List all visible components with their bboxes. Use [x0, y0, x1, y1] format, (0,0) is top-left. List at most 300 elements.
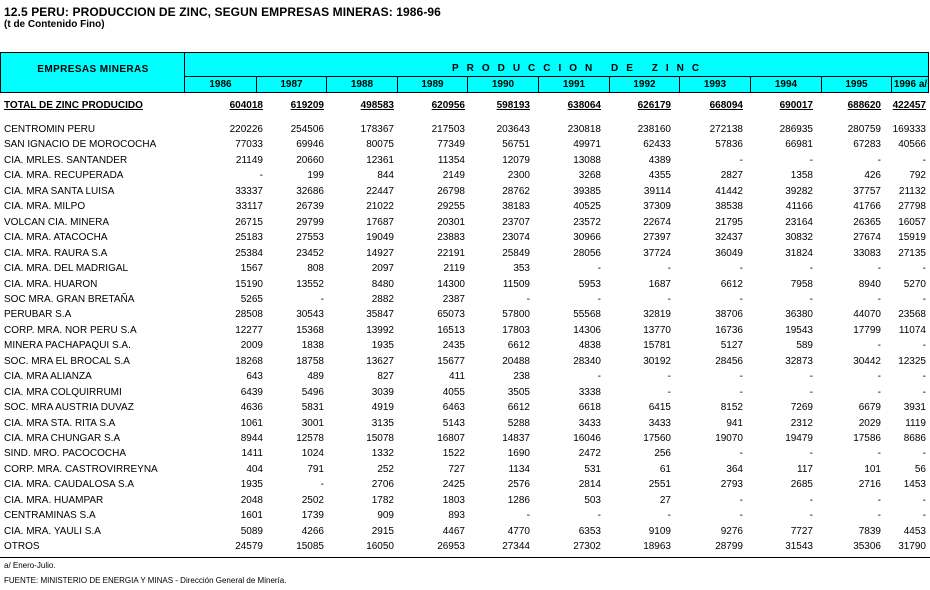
value-cell: 27302 [573, 541, 601, 553]
value-cell: 4636 [240, 402, 263, 414]
value-cell: 4453 [903, 525, 926, 537]
value-cell: 56751 [502, 139, 530, 151]
value-cell: 33083 [853, 247, 881, 259]
value-cell: 21022 [366, 201, 394, 213]
value-cell: 13552 [296, 278, 324, 290]
value-cell: 41766 [853, 201, 881, 213]
value-cell: 65073 [437, 309, 465, 321]
value-cell: 531 [584, 463, 601, 475]
company-name: CIA. MRA. YAULI S.A [4, 525, 101, 537]
table-row [0, 431, 930, 446]
value-cell: 411 [449, 371, 465, 383]
value-cell: - [877, 340, 881, 352]
value-cell: 23707 [502, 216, 530, 228]
value-cell: 6679 [858, 402, 881, 414]
value-cell: 31824 [785, 247, 813, 259]
value-cell: 39282 [785, 185, 813, 197]
value-cell: 15781 [643, 340, 671, 352]
value-cell: 17687 [366, 216, 394, 228]
table-row [0, 292, 930, 307]
value-cell: 422457 [892, 100, 926, 111]
value-cell: 4266 [301, 525, 324, 537]
value-cell: - [877, 494, 881, 506]
table-row [0, 199, 930, 214]
value-cell: 77349 [437, 139, 465, 151]
company-name: CIA. MRA SANTA LUISA [4, 185, 115, 197]
value-cell: 238 [513, 371, 530, 383]
value-cell: 20660 [296, 154, 324, 166]
company-name: CENTROMIN PERU [4, 124, 96, 135]
table-row [0, 153, 930, 168]
value-cell: 31790 [898, 541, 926, 553]
value-cell: 252 [377, 463, 394, 475]
table-row [0, 524, 930, 539]
value-cell: - [809, 293, 813, 305]
value-cell: 2814 [578, 479, 601, 491]
value-cell: - [922, 154, 926, 166]
value-cell: 1358 [790, 170, 813, 182]
value-cell: - [809, 448, 813, 460]
value-cell: 38183 [502, 201, 530, 213]
value-cell: 33117 [235, 201, 263, 213]
value-cell: 25384 [235, 247, 263, 259]
value-cell: 27397 [643, 232, 671, 244]
value-cell: 2009 [240, 340, 263, 352]
value-cell: 4389 [648, 154, 671, 166]
value-cell: 6353 [578, 525, 601, 537]
value-cell: 9109 [648, 525, 671, 537]
value-cell: 2029 [858, 417, 881, 429]
value-cell: 21149 [235, 154, 263, 166]
company-name: CENTRAMINAS S.A [4, 510, 96, 522]
value-cell: - [597, 263, 601, 275]
value-cell: 604018 [229, 100, 263, 111]
value-cell: 67283 [853, 139, 881, 151]
value-cell: 230818 [567, 124, 601, 135]
value-cell: 117 [797, 463, 813, 475]
table-row [0, 539, 930, 554]
table-row [0, 508, 930, 523]
value-cell: 598193 [496, 100, 530, 111]
value-cell: 32873 [785, 355, 813, 367]
company-name: CIA. MRA ALIANZA [4, 371, 92, 383]
value-cell: 8152 [720, 402, 743, 414]
value-cell: - [922, 448, 926, 460]
year-header-6: 1991 [538, 77, 609, 93]
value-cell: 1522 [442, 448, 465, 460]
empresas-header-label: EMPRESAS MINERAS [37, 64, 149, 75]
value-cell: 199 [307, 170, 324, 182]
value-cell: 727 [448, 463, 465, 475]
value-cell: 41166 [785, 201, 813, 213]
company-name: TOTAL DE ZINC PRODUCIDO [4, 100, 143, 111]
value-cell: - [877, 386, 881, 398]
value-cell: 3039 [371, 386, 394, 398]
company-name: CIA. MRA COLQUIRRUMI [4, 386, 122, 398]
value-cell: 15919 [898, 232, 926, 244]
value-cell: - [922, 263, 926, 275]
table-row [0, 400, 930, 415]
company-name: SOC. MRA AUSTRIA DUVAZ [4, 402, 134, 414]
value-cell: - [739, 263, 743, 275]
value-cell: 7727 [790, 525, 813, 537]
value-cell: 3931 [903, 402, 926, 414]
value-cell: 26739 [296, 201, 324, 213]
value-cell: 26715 [235, 216, 263, 228]
value-cell: 217503 [431, 124, 465, 135]
value-cell: 57836 [715, 139, 743, 151]
value-cell: 791 [307, 463, 324, 475]
company-name: CIA. MRA. ATACOCHA [4, 232, 108, 244]
table-row [0, 184, 930, 199]
value-cell: 286935 [779, 124, 813, 135]
value-cell: 2882 [371, 293, 394, 305]
value-cell: 49971 [573, 139, 601, 151]
value-cell: 6439 [240, 386, 263, 398]
value-cell: 272138 [709, 124, 743, 135]
produccion-header-label: PRODUCCION DE ZINC [451, 63, 708, 74]
value-cell: 238160 [637, 124, 671, 135]
value-cell: 6618 [578, 402, 601, 414]
value-cell: 18963 [643, 541, 671, 553]
source-note: FUENTE: MINISTERIO DE ENERGIA Y MINAS - Dirección General de Minería. [4, 576, 287, 585]
value-cell: 30543 [296, 309, 324, 321]
value-cell: 6612 [720, 278, 743, 290]
value-cell: 6415 [648, 402, 671, 414]
value-cell: 21795 [715, 216, 743, 228]
value-cell: 16046 [573, 433, 601, 444]
table-row [0, 338, 930, 353]
value-cell: 353 [513, 263, 530, 275]
value-cell: 77033 [235, 139, 263, 151]
value-cell: 1567 [240, 263, 263, 275]
year-header-9: 1994 [750, 77, 821, 93]
table-row [0, 493, 930, 508]
page-subtitle: (t de Contenido Fino) [4, 19, 105, 30]
value-cell: 3433 [578, 417, 601, 429]
value-cell: 17586 [853, 433, 881, 444]
table-row [0, 277, 930, 292]
value-cell: 14300 [437, 278, 465, 290]
company-name: CIA. MRA. HUAMPAR [4, 494, 104, 506]
value-cell: 39114 [643, 185, 671, 197]
value-cell: 28340 [573, 355, 601, 367]
year-header-8: 1993 [679, 77, 750, 93]
value-cell: - [667, 371, 671, 383]
value-cell: 15078 [366, 433, 394, 444]
value-cell: - [809, 263, 813, 275]
value-cell: 3433 [648, 417, 671, 429]
value-cell: 5143 [442, 417, 465, 429]
value-cell: 30966 [573, 232, 601, 244]
company-name: SOC. MRA EL BROCAL S.A [4, 355, 130, 367]
company-name: CIA. MRA. CAUDALOSA S.A [4, 479, 135, 491]
value-cell: 15190 [235, 278, 263, 290]
value-cell: 2472 [578, 448, 601, 460]
value-cell: - [739, 371, 743, 383]
value-cell: 30442 [853, 355, 881, 367]
company-name: CIA. MRA. DEL MADRIGAL [4, 263, 129, 275]
value-cell: 12361 [366, 154, 394, 166]
value-cell: 3001 [301, 417, 324, 429]
value-cell: 6612 [507, 402, 530, 414]
value-cell: 23568 [898, 309, 926, 321]
value-cell: - [877, 448, 881, 460]
value-cell: 1739 [301, 510, 324, 522]
value-cell: - [597, 371, 601, 383]
value-cell: 6463 [442, 402, 465, 414]
value-cell: 3268 [578, 170, 601, 182]
value-cell: 2149 [442, 170, 465, 182]
value-cell: 37724 [643, 247, 671, 259]
value-cell: - [597, 293, 601, 305]
value-cell: 16057 [898, 216, 926, 228]
year-header-2: 1987 [256, 77, 326, 93]
value-cell: 27 [659, 494, 671, 506]
value-cell: 40566 [898, 139, 926, 151]
value-cell: - [739, 154, 743, 166]
value-cell: 36049 [715, 247, 743, 259]
value-cell: 28799 [715, 541, 743, 553]
value-cell: 619209 [290, 100, 324, 111]
company-name: VOLCAN CIA. MINERA [4, 216, 110, 228]
value-cell: - [809, 386, 813, 398]
value-cell: 32819 [643, 309, 671, 321]
table-row [0, 354, 930, 369]
value-cell: 19543 [785, 324, 813, 336]
value-cell: 23164 [785, 216, 813, 228]
value-cell: 638064 [567, 100, 601, 111]
value-cell: 62433 [643, 139, 671, 151]
value-cell: 941 [726, 417, 743, 429]
table-row [0, 446, 930, 461]
value-cell: 15677 [437, 355, 465, 367]
company-name: CIA. MRA. RECUPERADA [4, 170, 124, 182]
value-cell: 1024 [301, 448, 324, 460]
value-cell: - [320, 293, 324, 305]
total-row [0, 98, 930, 113]
value-cell: 2576 [507, 479, 530, 491]
year-header-10: 1995 [821, 77, 891, 93]
value-cell: 23452 [296, 247, 324, 259]
table-row [0, 137, 930, 152]
value-cell: 8940 [858, 278, 881, 290]
value-cell: - [877, 371, 881, 383]
value-cell: - [922, 293, 926, 305]
value-cell: 1119 [905, 417, 926, 429]
value-cell: 2119 [443, 263, 465, 275]
year-header-11: 1996 a/ [891, 77, 929, 93]
value-cell: 36380 [785, 309, 813, 321]
value-cell: 20301 [437, 216, 465, 228]
year-header-3: 1988 [326, 77, 397, 93]
value-cell: 589 [796, 340, 813, 352]
value-cell: 35306 [853, 541, 881, 553]
value-cell: 503 [584, 494, 601, 506]
value-cell: 1935 [240, 479, 263, 491]
value-cell: 16736 [715, 324, 743, 336]
table-row [0, 477, 930, 492]
table-row [0, 369, 930, 384]
value-cell: 364 [726, 463, 743, 475]
value-cell: 44070 [853, 309, 881, 321]
value-cell: 14927 [366, 247, 394, 259]
value-cell: 7839 [858, 525, 881, 537]
value-cell: 2685 [790, 479, 813, 491]
value-cell: - [526, 510, 530, 522]
value-cell: 16807 [437, 433, 465, 444]
value-cell: 15085 [296, 541, 324, 553]
company-name: SOC MRA. GRAN BRETAÑA [4, 293, 135, 305]
value-cell: 40525 [573, 201, 601, 213]
value-cell: 32686 [296, 185, 324, 197]
value-cell: - [320, 479, 324, 491]
value-cell: 1803 [442, 494, 465, 506]
value-cell: - [922, 494, 926, 506]
value-cell: - [597, 510, 601, 522]
year-header-4: 1989 [397, 77, 467, 93]
value-cell: 24579 [235, 541, 263, 553]
value-cell: 22191 [437, 247, 465, 259]
value-cell: 19070 [715, 433, 743, 444]
value-cell: 27553 [296, 232, 324, 244]
value-cell: 16513 [437, 324, 465, 336]
table-row [0, 122, 930, 137]
value-cell: 18758 [296, 355, 324, 367]
value-cell: 26953 [437, 541, 465, 553]
company-name: MINERA PACHAPAQUI S.A. [4, 340, 131, 352]
value-cell: 220226 [229, 124, 263, 135]
value-cell: 426 [864, 170, 881, 182]
value-cell: 5953 [578, 278, 601, 290]
value-cell: 498583 [360, 100, 394, 111]
value-cell: - [739, 494, 743, 506]
value-cell: 37757 [853, 185, 881, 197]
value-cell: 4770 [507, 525, 530, 537]
value-cell: - [667, 293, 671, 305]
value-cell: 14306 [573, 324, 601, 336]
value-cell: 1453 [903, 479, 926, 491]
page-title: 12.5 PERU: PRODUCCION DE ZINC, SEGUN EMPRESAS MINERAS: 1986-96 [4, 5, 441, 19]
value-cell: 1286 [507, 494, 530, 506]
value-cell: 38538 [715, 201, 743, 213]
table-row [0, 385, 930, 400]
value-cell: 1134 [508, 463, 530, 475]
value-cell: 203643 [496, 124, 530, 135]
value-cell: 80075 [366, 139, 394, 151]
value-cell: 41442 [715, 185, 743, 197]
value-cell: 101 [864, 463, 881, 475]
value-cell: - [922, 510, 926, 522]
value-cell: 1838 [301, 340, 324, 352]
value-cell: 254506 [290, 124, 324, 135]
company-name: CORP. MRA. NOR PERU S.A [4, 324, 137, 336]
table-row [0, 261, 930, 276]
value-cell: 6612 [507, 340, 530, 352]
table-row [0, 462, 930, 477]
value-cell: 4838 [578, 340, 601, 352]
value-cell: 13992 [366, 324, 394, 336]
company-name: SAN IGNACIO DE MOROCOCHA [4, 139, 157, 151]
value-cell: 19049 [366, 232, 394, 244]
value-cell: 893 [448, 510, 465, 522]
value-cell: 2425 [442, 479, 465, 491]
value-cell: 11074 [898, 324, 926, 336]
value-cell: - [809, 154, 813, 166]
value-cell: 1690 [507, 448, 530, 460]
value-cell: 11354 [437, 154, 465, 166]
value-cell: 20488 [502, 355, 530, 367]
value-cell: - [667, 263, 671, 275]
value-cell: 39385 [573, 185, 601, 197]
value-cell: 28056 [573, 247, 601, 259]
value-cell: 33337 [235, 185, 263, 197]
value-cell: 2706 [371, 479, 394, 491]
value-cell: 23572 [573, 216, 601, 228]
value-cell: 280759 [847, 124, 881, 135]
value-cell: 9276 [720, 525, 743, 537]
value-cell: 2827 [720, 170, 743, 182]
value-cell: 2551 [648, 479, 671, 491]
value-cell: 27798 [898, 201, 926, 213]
value-cell: 25849 [502, 247, 530, 259]
value-cell: 3135 [371, 417, 394, 429]
value-cell: 30192 [643, 355, 671, 367]
value-cell: - [877, 510, 881, 522]
table-row [0, 230, 930, 245]
value-cell: 827 [377, 371, 394, 383]
table-header [0, 52, 929, 93]
value-cell: - [739, 510, 743, 522]
value-cell: - [809, 494, 813, 506]
value-cell: - [809, 510, 813, 522]
value-cell: 2915 [371, 525, 394, 537]
value-cell: - [739, 386, 743, 398]
company-name: PERUBAR S.A [4, 309, 72, 321]
year-header-7: 1992 [609, 77, 679, 93]
value-cell: 3505 [507, 386, 530, 398]
value-cell: 13088 [573, 154, 601, 166]
value-cell: - [259, 170, 263, 182]
value-cell: 5127 [720, 340, 743, 352]
value-cell: 4467 [442, 525, 465, 537]
value-cell: 16050 [366, 541, 394, 553]
value-cell: 66981 [785, 139, 813, 151]
value-cell: 28456 [715, 355, 743, 367]
value-cell: 404 [246, 463, 263, 475]
value-cell: 4919 [371, 402, 394, 414]
value-cell: 2793 [720, 479, 743, 491]
value-cell: 8686 [903, 433, 926, 444]
value-cell: 4055 [442, 386, 465, 398]
value-cell: 688620 [847, 100, 881, 111]
value-cell: 12079 [502, 154, 530, 166]
value-cell: 2048 [240, 494, 263, 506]
value-cell: 169333 [892, 124, 926, 135]
value-cell: 792 [909, 170, 926, 182]
value-cell: 1061 [240, 417, 263, 429]
value-cell: 2435 [442, 340, 465, 352]
value-cell: 5265 [240, 293, 263, 305]
value-cell: 17803 [502, 324, 530, 336]
company-name: SIND. MRO. PACOCOCHA [4, 448, 127, 460]
value-cell: - [877, 263, 881, 275]
value-cell: - [922, 340, 926, 352]
company-name: CIA. MRA. HUARON [4, 278, 98, 290]
company-name: CORP. MRA. CASTROVIRREYNA [4, 463, 158, 475]
value-cell: - [667, 510, 671, 522]
value-cell: 1687 [648, 278, 671, 290]
